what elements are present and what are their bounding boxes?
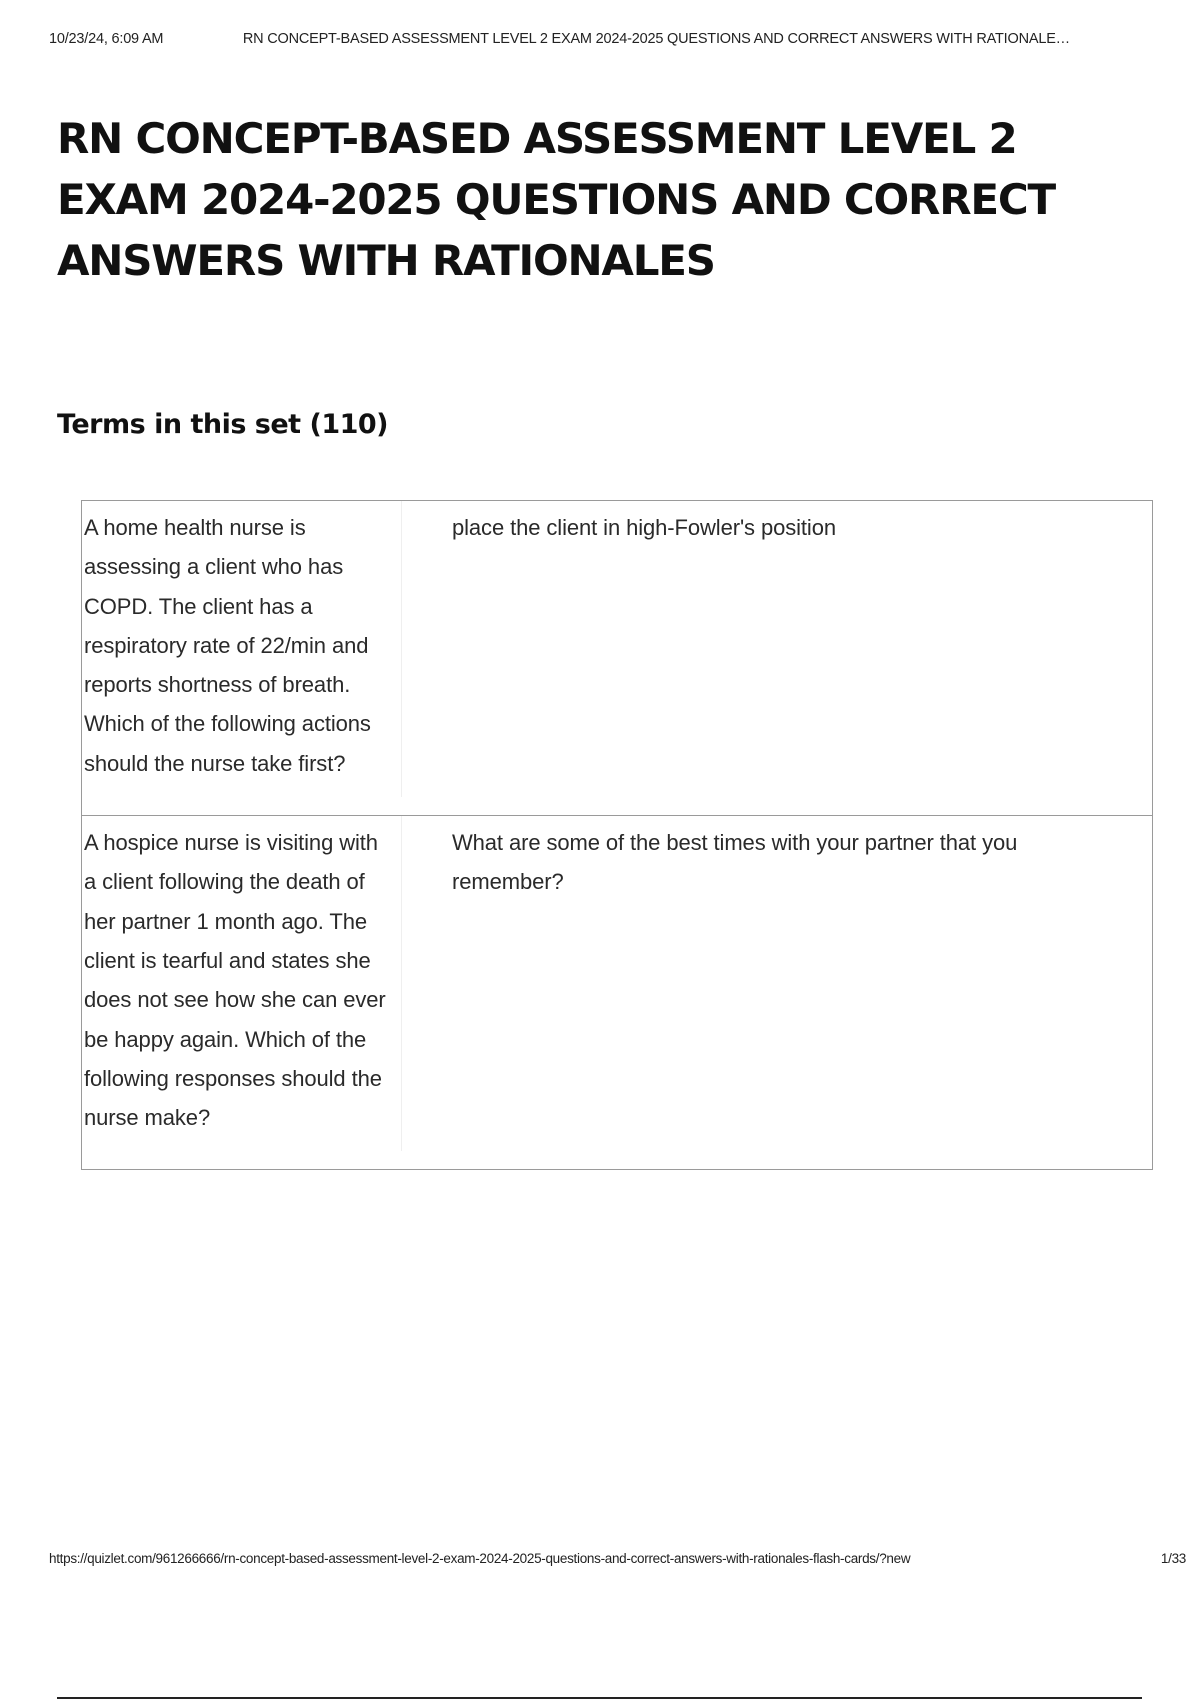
term-text: A home health nurse is assessing a client who has COPD. The client has a respiratory rate of 22/min and reports shortness of breath. Which of the following actions should the nurse take first? bbox=[82, 501, 402, 797]
print-footer bbox=[49, 1551, 1186, 1569]
terms-heading: Terms in this set (110) bbox=[57, 409, 389, 440]
term-row bbox=[82, 501, 1152, 816]
page-title: RN CONCEPT-BASED ASSESSMENT LEVEL 2 EXAM 2024-2025 QUESTIONS AND CORRECT ANSWERS WITH RATIONALES bbox=[57, 114, 1055, 285]
term-text: A hospice nurse is visiting with a client following the death of her partner 1 month ago. The client is tearful and states she does not see how she can ever be happy again. Which of the following responses should the nurse make? bbox=[82, 816, 402, 1151]
terms-table bbox=[81, 500, 1153, 1170]
definition-text: place the client in high-Fowler's position bbox=[452, 515, 836, 540]
print-timestamp: 10/23/24, 6:09 AM bbox=[49, 31, 164, 47]
term-row bbox=[82, 816, 1152, 1169]
page-number: 1/33 bbox=[1160, 1551, 1186, 1566]
print-header bbox=[49, 31, 1182, 47]
print-header-title: RN CONCEPT-BASED ASSESSMENT LEVEL 2 EXAM 2024-2025 QUESTIONS AND CORRECT ANSWERS WITH RATIONALE… bbox=[242, 31, 1070, 47]
divider bbox=[57, 1697, 1142, 1699]
definition-text: What are some of the best times with your partner that you remember? bbox=[452, 830, 1018, 895]
page-url[interactable]: https://quizlet.com/961266666/rn-concept-based-assessment-level-2-exam-2024-2025-questions-and-correct-answers-with-rationales-flash-cards/?new bbox=[49, 1551, 911, 1566]
